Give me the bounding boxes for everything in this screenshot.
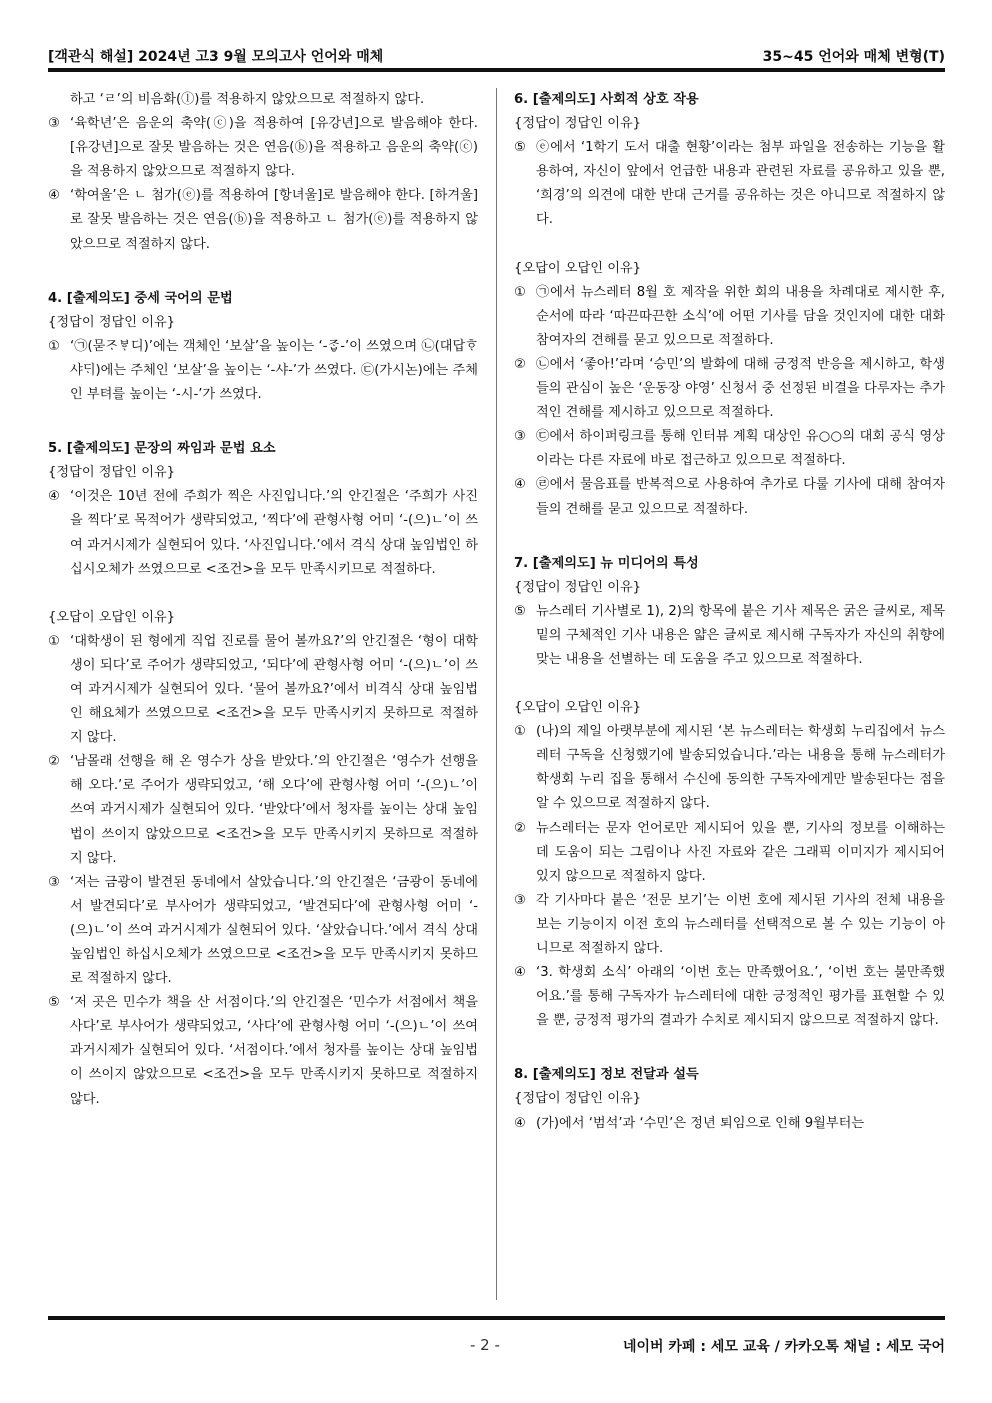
item-number: ⑤ [48, 995, 60, 1011]
item-number: ④ [48, 188, 60, 204]
item-number: ② [48, 754, 60, 770]
footer-rule [48, 1316, 945, 1320]
item-number: ⑤ [514, 603, 526, 619]
item-number: ① [48, 338, 60, 354]
item-text: ‘육학년’은 음운의 축약(ⓒ)을 적용하여 [유강년]으로 발음해야 한다. [유강년]으로 잘못 발음하는 것은 연음(ⓑ)을 적용하고 음운의 축약(ⓒ)을 적용하지 않았으므로 적절하지 않다. [70, 116, 478, 180]
column-divider [496, 88, 497, 1300]
item-number: ④ [514, 965, 526, 981]
item-number: ③ [48, 874, 60, 890]
list-item [514, 600, 945, 672]
item-number: ③ [514, 892, 526, 908]
item-text: ㉠에서 뉴스레터 8월 호 제작을 위한 회의 내용을 차례대로 제시한 후, 순서에 따라 ‘따끈따끈한 소식’에 어떤 기사를 담을 것인지에 대한 대화 참여자의 견해를 묻고 있으므로 적절하다. [536, 284, 945, 348]
item-text: ㉡에서 ‘좋아!’라며 ‘승민’의 발화에 대해 긍정적 반응을 제시하고, 학생들의 관심이 높은 ‘운동장 야영’ 신청서 중 선정된 비결을 다루자는 추가적인 견해를 제시하고 있으므로 적절하다. [536, 356, 945, 421]
list-item [48, 184, 478, 256]
section-title: 7. [출제의도] 뉴 미디어의 특성 [514, 555, 699, 571]
list-item [514, 889, 945, 961]
item-text: 각 기사마다 붙은 ‘전문 보기’는 이번 호에 제시된 기사의 전체 내용을 보는 기능이지 이전 호의 뉴스레터를 선택적으로 볼 수 있는 기능이 아니므로 적절하지 않다. [536, 892, 945, 956]
item-number: ④ [48, 489, 60, 505]
list-item [514, 136, 945, 232]
section-label: {정답이 정답인 이유} [48, 465, 176, 481]
section-title: 8. [출제의도] 정보 전달과 설득 [514, 1067, 699, 1083]
item-text: (나)의 제일 아랫부분에 제시된 ‘본 뉴스레터는 학생회 누리집에서 뉴스레터 구독을 신청했기에 발송되었습니다.’라는 내용을 통해 뉴스레터가 학생회 누리 집을 통해서 수신에 동의한 구독자에게만 발송된다는 점을 알 수 있으므로 적절하지 않다. [536, 724, 945, 812]
list-item [514, 353, 945, 425]
list-item [48, 871, 478, 991]
item-text: 뉴스레터는 문자 언어로만 제시되어 있을 뿐, 기사의 정보를 이해하는 데 도움이 되는 그림이나 사진 자료와 같은 그래픽 이미지가 제시되어 있지 않으므로 적절하지 않다. [536, 820, 945, 884]
page-number: - 2 - [470, 1336, 500, 1354]
section-label: {오답이 오답인 이유} [514, 700, 642, 716]
section-label: {정답이 정답인 이유} [514, 116, 642, 132]
section-title: 5. [출제의도] 문장의 짜임과 문법 요소 [48, 441, 276, 457]
item-text: (가)에서 ‘범석’과 ‘수민’은 정년 퇴임으로 인해 9월부터는 [536, 1115, 865, 1131]
item-number: ① [48, 633, 60, 649]
item-number: ⑤ [514, 140, 526, 156]
item-text: ‘대학생이 된 형에게 직업 진로를 물어 볼까요?’의 안긴절은 ‘형이 대학생이 되다’로 주어가 생략되었고, ‘되다’에 관형사형 어미 ‘-(으)ㄴ’이 쓰여 과거시제가 실현되어 있다. ‘물어 볼까요?’에서 비격식 상대 높임법인 해요체가 쓰였으므로 <조건>을 모두 만족시키지 못하므로 적절하지 않다. [70, 633, 478, 746]
item-text: ‘㉠(묻ᄌᆞᄫᆞ디)’에는 객체인 ‘보살’을 높이는 ‘-ᄌᆞᇦ-’이 쓰였으며 ㉡(대답ᄒᆞ샤ᄃᆡ)에는 주체인 ‘보살’을 높이는 ‘-샤-’가 쓰였다. ㉢(가시논)에는 주체인 부텨를 높이는 ‘-시-’가 쓰였다. [70, 338, 478, 403]
right-column [514, 88, 945, 1136]
continued-text: 하고 ‘ㄹ’의 비음화(ⓛ)를 적용하지 않았으므로 적절하지 않다. [70, 92, 425, 107]
item-text: ⓔ에서 ‘1학기 도서 대출 현황’이라는 첨부 파일을 전송하는 기능을 활용하여, 자신이 앞에서 언급한 내용과 관련된 자료를 공유하고 있을 뿐, ‘희경’의 의견에 대한 반대 근거를 공유하는 것은 아니므로 적절하지 않다. [536, 140, 945, 228]
list-item [48, 991, 478, 1111]
section-label: {정답이 정답인 이유} [514, 1091, 642, 1107]
item-number: ② [514, 356, 526, 372]
header-subtitle: 35~45 언어와 매체 변형(T) [762, 49, 945, 65]
header-title: [객관식 해설] 2024년 고3 9월 모의고사 언어와 매체 [48, 49, 384, 65]
page-header [48, 38, 945, 72]
list-item [514, 1112, 945, 1136]
item-text: ‘남몰래 선행을 해 온 영수가 상을 받았다.’의 안긴절은 ‘영수가 선행을 해 오다.’로 주어가 생략되었고, ‘해 오다’에 관형사형 어미 ‘-(으)ㄴ’이 쓰여 과거시제가 실현되어 있다. ‘받았다’에서 청자를 높이는 상대 높임법이 쓰이지 않았으므로 <조건>을 모두 만족시키지 못하므로 적절하지 않다. [70, 754, 478, 866]
section-title: 4. [출제의도] 중세 국어의 문법 [48, 290, 233, 306]
item-number: ④ [514, 1115, 526, 1131]
list-item [48, 630, 478, 750]
item-number: ② [514, 820, 526, 836]
section-label: {정답이 정답인 이유} [514, 579, 642, 595]
item-text: ‘저는 금광이 발견된 동네에서 살았습니다.’의 안긴절은 ‘금광이 동네에서 발견되다’로 부사어가 생략되었고, ‘발견되다’에 관형사형 어미 ‘-(으)ㄴ’이 쓰여 과거시제가 실현되어 있다. ‘살았습니다.’에서 격식 상대 높임법인 하십시오체가 쓰였으므로 <조건>을 모두 만족시키지 못하므로 적절하지 않다. [70, 874, 478, 987]
item-number: ③ [48, 116, 60, 132]
item-number: ③ [514, 429, 526, 445]
item-number: ④ [514, 477, 526, 493]
list-item [514, 281, 945, 353]
item-number: ① [514, 284, 526, 300]
item-text: ㉢에서 하이퍼링크를 통해 인터뷰 계획 대상인 유○○의 대회 공식 영상이라는 다른 자료에 바로 접근하고 있으므로 적절하다. [536, 429, 945, 469]
section-label: {오답이 오답인 이유} [48, 609, 176, 625]
section-title: 6. [출제의도] 사회적 상호 작용 [514, 92, 699, 107]
item-text: 뉴스레터 기사별로 1), 2)의 항목에 붙은 기사 제목은 굵은 글씨로, 제목 밑의 구체적인 기사 내용은 얇은 글씨로 제시해 구독자가 자신의 취향에 맞는 내용을 선별하는 데 도움을 주고 있으므로 적절하다. [536, 603, 945, 667]
section-label: {정답이 정답인 이유} [48, 314, 176, 330]
left-column [48, 88, 478, 1112]
footer-credit: 네이버 카페 : 세모 교육 / 카카오톡 채널 : 세모 국어 [622, 1339, 945, 1355]
list-item [514, 720, 945, 816]
item-number: ① [514, 724, 526, 740]
item-text: ‘저 곳은 민수가 책을 산 서점이다.’의 안긴절은 ‘민수가 서점에서 책을 사다’로 부사어가 생략되었고, ‘사다’에 관형사형 어미 ‘-(으)ㄴ’이 쓰여 과거시제가 실현되어 있다. ‘서점이다.’에서 청자를 높이는 상대 높임법이 쓰이지 않았으므로 <조건>을 모두 만족시키지 못하므로 적절하지 않다. [70, 995, 478, 1107]
list-item [514, 817, 945, 889]
item-text: ‘이것은 10년 전에 주희가 찍은 사진입니다.’의 안긴절은 ‘주희가 사진을 찍다’로 목적어가 생략되었고, ‘찍다’에 관형사형 어미 ‘-(으)ㄴ’이 쓰여 과거시제가 실현되어 있다. ‘사진입니다.’에서 격식 상대 높임법인 하십시오체가 쓰였으므로 <조건>을 모두 만족시키므로 적절하다. [70, 489, 478, 577]
list-item [514, 961, 945, 1033]
list-item [48, 112, 478, 184]
list-item [48, 335, 478, 407]
item-text: ‘3. 학생회 소식’ 아래의 ‘이번 호는 만족했어요.’, ‘이번 호는 불만족했어요.’를 통해 구독자가 뉴스레터에 대한 긍정적인 평가를 표현할 수 있을 뿐, 긍정적 평가의 결과가 수치로 제시되지 않으므로 적절하지 않다. [536, 965, 945, 1029]
list-item [48, 485, 478, 581]
list-item [514, 473, 945, 521]
item-text: ‘학여울’은 ㄴ 첨가(ⓔ)를 적용하여 [항녀울]로 발음해야 한다. [하겨울]로 잘못 발음하는 것은 연음(ⓑ)을 적용하고 ㄴ 첨가(ⓔ)를 적용하지 않았으므로 적절하지 않다. [70, 188, 478, 252]
section-label: {오답이 오답인 이유} [514, 260, 642, 276]
list-item [48, 750, 478, 870]
item-text: ㉣에서 물음표를 반복적으로 사용하여 추가로 다룰 기사에 대해 참여자들의 견해를 묻고 있으므로 적절하다. [536, 477, 945, 517]
list-item [514, 425, 945, 473]
header-rule [48, 68, 945, 72]
